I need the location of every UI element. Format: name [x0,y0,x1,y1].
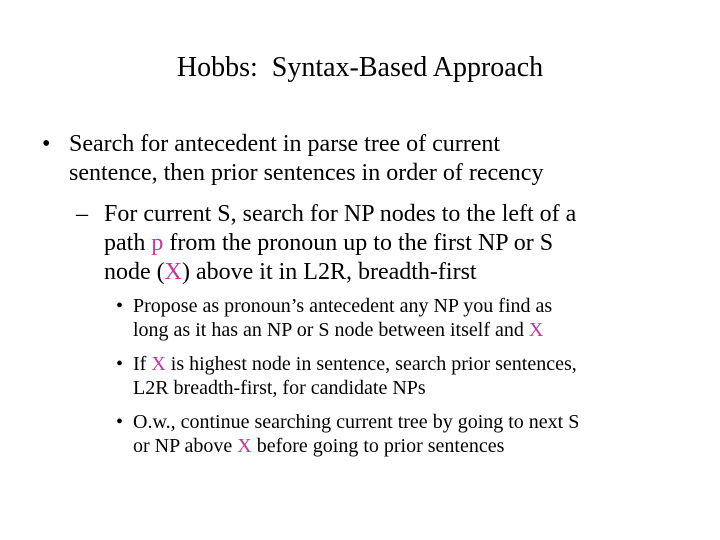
bullet-line: O.w., continue searching current tree by going to next S [133,411,580,433]
highlight-node-x: X [237,435,252,457]
bullet-marker: • [116,353,124,375]
bullet-text [104,200,674,287]
bullet-marker: • [42,131,51,157]
highlight-node-x: X [528,319,544,341]
bullet-text [133,294,693,342]
bullet-line: Propose as pronoun’s antecedent any NP you find as [133,295,553,317]
dash-marker: – [76,201,88,227]
text-run: If [133,353,152,375]
text-run: ) above it in L2R, breadth-first [182,259,477,285]
bullet-text [69,130,669,188]
text-run: or NP above [133,435,238,457]
bullet-line [104,258,674,287]
bullet-line: Search for antecedent in parse tree of current [69,131,501,157]
bullet-line: L2R breadth-first, for candidate NPs [133,377,426,399]
highlight-path-p: p [151,230,164,256]
bullet-text [133,410,693,458]
bullet-line [133,352,693,376]
text-run: path [104,230,152,256]
text-run: long as it has an NP or S node between itself and [133,319,529,341]
bullet-line: sentence, then prior sentences in order of recency [69,160,544,186]
bullet-text [133,352,693,400]
highlight-node-x: X [151,353,166,375]
text-run: node ( [104,259,165,285]
slide-title: Hobbs: Syntax-Based Approach [176,52,544,83]
text-run: before going to prior sentences [251,435,505,457]
text-run: from the pronoun up to the first NP or S [163,230,554,256]
text-run: is highest node in sentence, search prior sentences, [165,353,577,375]
bullet-marker: • [116,411,124,433]
bullet-line [104,229,674,258]
highlight-node-x: X [164,259,182,285]
bullet-line [133,318,693,342]
bullet-line [133,434,693,458]
bullet-line: For current S, search for NP nodes to the left of a [104,201,577,227]
bullet-marker: • [116,295,124,317]
